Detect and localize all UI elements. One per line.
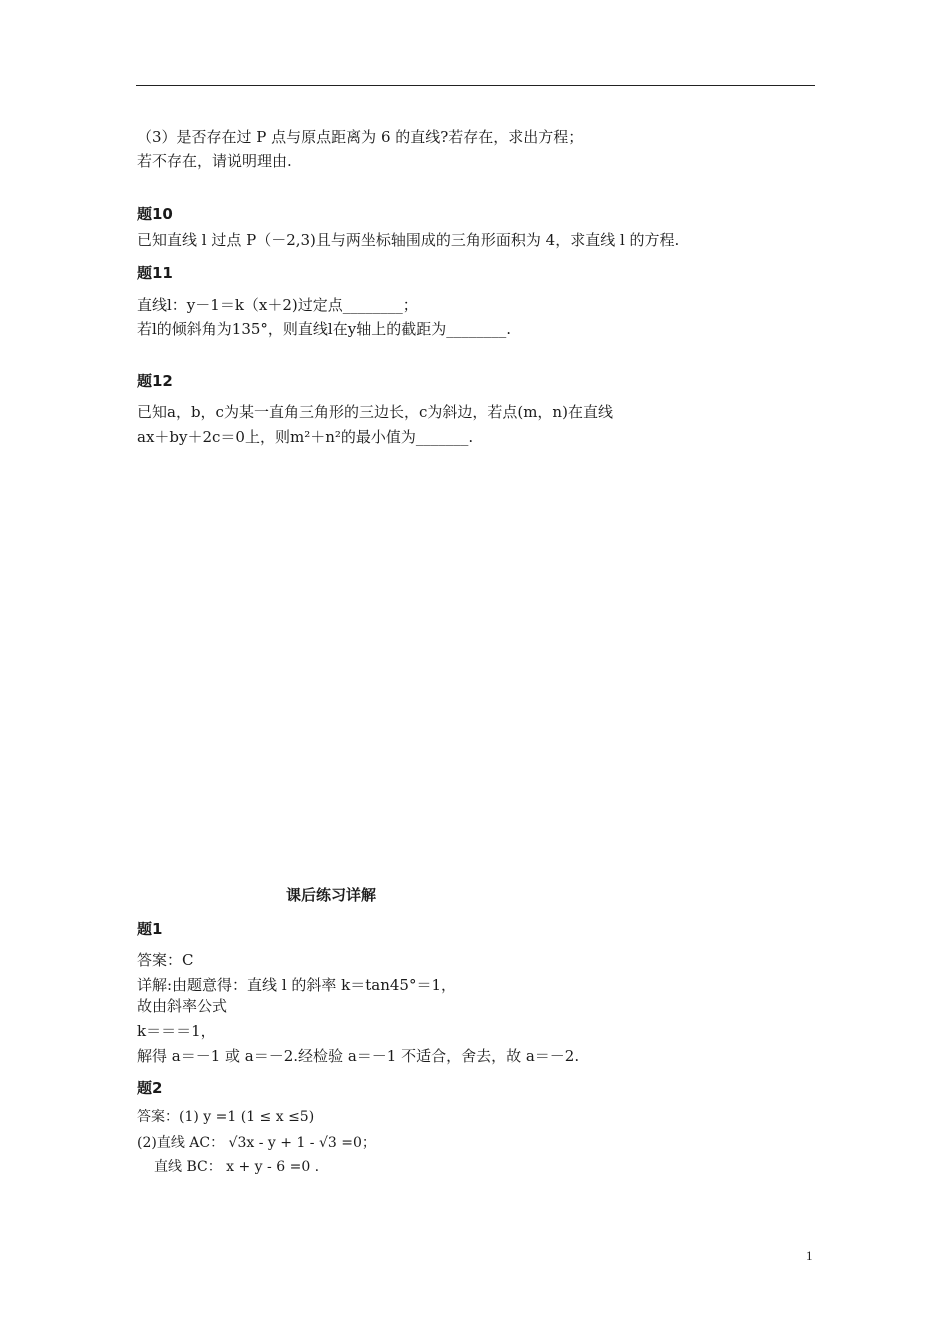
a2-line2: (2)直线 AC： √3x - y + 1 - √3 =0； <box>137 1135 376 1151</box>
q9-part3-line1: （3）是否存在过 P 点与原点距离为 6 的直线?若存在，求出方程； <box>137 128 584 146</box>
q12-heading: 题12 <box>137 372 173 390</box>
page-number: 1 <box>806 1248 813 1263</box>
q11-line1: 直线l：y－1＝k（x＋2)过定点________； <box>137 296 418 314</box>
header-rule <box>136 85 815 86</box>
a1-heading: 题1 <box>137 920 163 938</box>
q10-text: 已知直线 l 过点 P（－2,3)且与两坐标轴围成的三角形面积为 4，求直线 l 的方程. <box>137 231 680 249</box>
a1-line2: 故由斜率公式 <box>137 997 228 1015</box>
q12-line2: ax＋by＋2c＝0上，则m²＋n²的最小值为_______. <box>137 428 474 446</box>
q11-line2: 若l的倾斜角为135°，则直线l在y轴上的截距为________. <box>137 320 511 338</box>
answers-title: 课后练习详解 <box>286 886 377 904</box>
a1-line3: k＝＝＝1， <box>137 1022 216 1040</box>
a1-line1: 详解:由题意得：直线 l 的斜率 k＝tan45°＝1， <box>137 976 457 994</box>
a2-line1: 答案：(1) y =1 (1 ≤ x ≤5) <box>137 1109 315 1125</box>
a1-line4: 解得 a＝－1 或 a＝－2.经检验 a＝－1 不适合，舍去，故 a＝－2. <box>137 1047 580 1065</box>
q11-heading: 题11 <box>137 264 173 282</box>
q10-heading: 题10 <box>137 205 173 223</box>
q12-line1: 已知a，b，c为某一直角三角形的三边长，c为斜边，若点(m，n)在直线 <box>137 403 613 421</box>
a2-heading: 题2 <box>137 1079 163 1097</box>
a1-answer: 答案：C <box>137 951 194 969</box>
q9-part3-line2: 若不存在，请说明理由. <box>137 152 292 170</box>
a2-line3: 直线 BC： x + y - 6 =0 . <box>154 1159 320 1175</box>
